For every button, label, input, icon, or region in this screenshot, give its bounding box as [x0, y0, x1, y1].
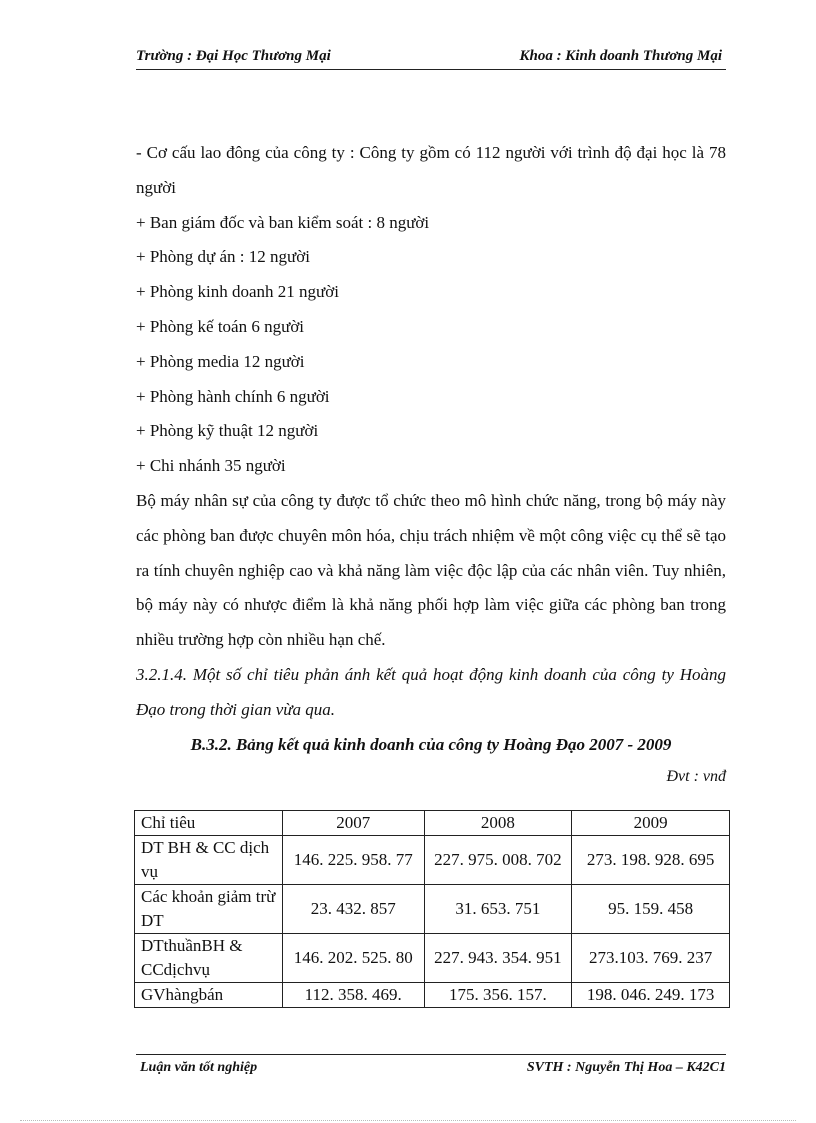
- table-row: [135, 983, 730, 1008]
- list-item: + Phòng hành chính 6 người: [136, 386, 330, 406]
- table-cell: 273. 198. 928. 695: [572, 836, 730, 885]
- row-label: DT BH & CC dịch vụ: [135, 836, 283, 885]
- table-cell: 95. 159. 458: [572, 885, 730, 934]
- table-cell: 175. 356. 157.: [424, 983, 572, 1008]
- table-cell: 227. 943. 354. 951: [424, 934, 572, 983]
- list-item: + Chi nhánh 35 người: [136, 456, 286, 476]
- list-item: + Phòng kế toán 6 người: [136, 316, 305, 336]
- header-faculty: Khoa : Kinh doanh Thương Mại: [519, 48, 722, 64]
- list-item: + Phòng kinh doanh 21 người: [136, 282, 339, 302]
- list-item: + Phòng kỹ thuật 12 người: [136, 421, 319, 441]
- list-item: + Phòng dự án : 12 người: [136, 247, 310, 267]
- table-row: [135, 836, 730, 885]
- table-cell: 146. 202. 525. 80: [282, 934, 424, 983]
- page-header: [136, 48, 726, 70]
- intro-paragraph: - Cơ cấu lao đông của công ty : Công ty gồm có 112 người với trình độ đại học là 78 người: [136, 143, 726, 197]
- document-body: [136, 136, 726, 792]
- table-cell: 146. 225. 958. 77: [282, 836, 424, 885]
- footer-thesis-label: Luận văn tốt nghiệp: [140, 1060, 258, 1075]
- table-row: [135, 934, 730, 983]
- table-cell: 273.103. 769. 237: [572, 934, 730, 983]
- row-label: GVhàngbán: [135, 983, 283, 1008]
- table-cell: 198. 046. 249. 173: [572, 983, 730, 1008]
- section-subheading: 3.2.1.4. Một số chỉ tiêu phản ánh kết quả hoạt động kinh doanh của công ty Hoàng Đạo trong thời gian vừa qua.: [136, 664, 726, 719]
- business-results-table: [134, 810, 730, 1008]
- table-header-row: [135, 811, 730, 836]
- header-school: Trường : Đại Học Thương Mại: [136, 48, 331, 64]
- list-item: + Phòng media 12 người: [136, 351, 305, 371]
- list-item: + Ban giám đốc và ban kiểm soát : 8 người: [136, 212, 430, 232]
- table-cell: 31. 653. 751: [424, 885, 572, 934]
- table-title: B.3.2. Bảng kết quả kinh doanh của công ty Hoàng Đạo 2007 - 2009: [190, 734, 672, 754]
- organization-paragraph: Bộ máy nhân sự của công ty được tổ chức theo mô hình chức năng, trong bộ máy này các phòng ban được chuyên môn hóa, chịu trách nhiệm về một công việc cụ thể sẽ tạo ra tính chuyên nghiệp cao và khả năng làm việc độc lập của các nhân viên. Tuy nhiên, bộ máy này có nhược điểm là khả năng phối hợp làm việc giữa các phòng ban trong nhiều trường hợp còn nhiều hạn chế.: [136, 490, 726, 650]
- footer-divider: [136, 1054, 726, 1055]
- table-unit: Đvt : vnđ: [666, 768, 726, 786]
- row-label: DTthuầnBH & CCdịchvụ: [135, 934, 283, 983]
- table-cell: 112. 358. 469.: [282, 983, 424, 1008]
- table-cell: 227. 975. 008. 702: [424, 836, 572, 885]
- table-row: [135, 885, 730, 934]
- header-year-2007: 2007: [282, 811, 424, 836]
- page-footer: [140, 1060, 726, 1076]
- row-label: Các khoản giảm trừ DT: [135, 885, 283, 934]
- header-indicator: Chỉ tiêu: [135, 811, 283, 836]
- page-bottom-edge: [20, 1120, 796, 1121]
- footer-student: SVTH : Nguyễn Thị Hoa – K42C1: [526, 1060, 726, 1075]
- header-year-2008: 2008: [424, 811, 572, 836]
- table-cell: 23. 432. 857: [282, 885, 424, 934]
- header-year-2009: 2009: [572, 811, 730, 836]
